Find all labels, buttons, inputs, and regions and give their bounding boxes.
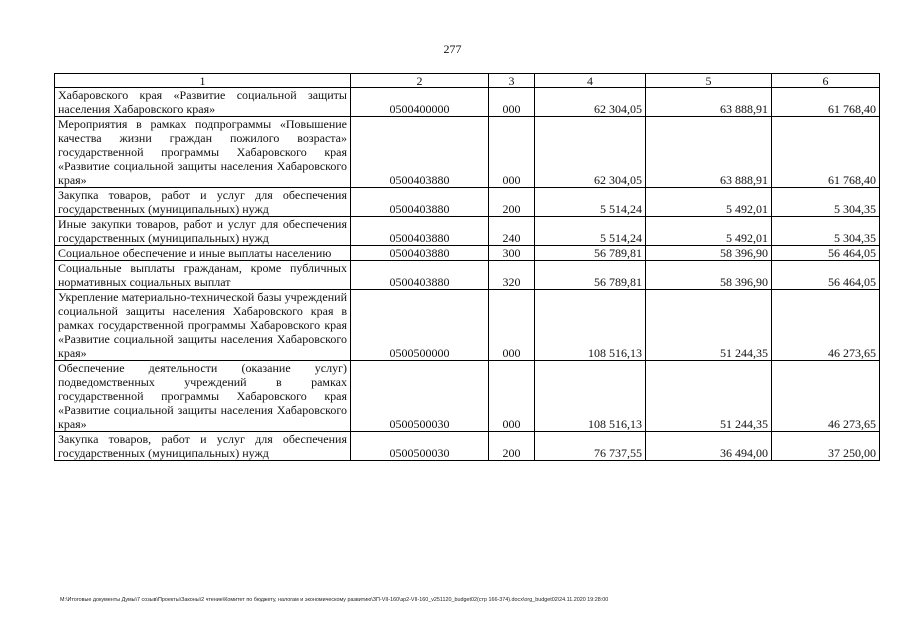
- amount-col4: 56 789,81: [535, 246, 646, 261]
- column-header: 6: [772, 74, 880, 88]
- table-row: [55, 88, 880, 117]
- table-row: [55, 246, 880, 261]
- amount-col6: 46 273,65: [772, 290, 880, 361]
- amount-col6: 56 464,05: [772, 261, 880, 290]
- row-description: Обеспечение деятельности (оказание услуг) подведомственных учреждений в рамках государственной программы Хабаровского края «Развитие социальной защиты населения Хабаровского края»: [55, 361, 351, 432]
- column-header: 1: [55, 74, 351, 88]
- amount-col4: 5 514,24: [535, 217, 646, 246]
- target-article-code: 0500400000: [351, 88, 489, 117]
- row-description: Хабаровского края «Развитие социальной защиты населения Хабаровского края»: [55, 88, 351, 117]
- target-article-code: 0500403880: [351, 117, 489, 188]
- amount-col6: 61 768,40: [772, 88, 880, 117]
- amount-col6: 61 768,40: [772, 117, 880, 188]
- table-row: [55, 290, 880, 361]
- budget-table: [54, 73, 880, 461]
- amount-col6: 37 250,00: [772, 432, 880, 461]
- amount-col4: 108 516,13: [535, 361, 646, 432]
- row-description: Укрепление материально-технической базы учреждений социальной защиты населения Хабаровского края в рамках государственной программы Хабаровского края «Развитие социальной защиты населения Хабаровского края»: [55, 290, 351, 361]
- row-description: Социальные выплаты гражданам, кроме публичных нормативных социальных выплат: [55, 261, 351, 290]
- amount-col5: 63 888,91: [646, 88, 772, 117]
- amount-col6: 5 304,35: [772, 217, 880, 246]
- amount-col5: 58 396,90: [646, 246, 772, 261]
- amount-col5: 63 888,91: [646, 117, 772, 188]
- target-article-code: 0500403880: [351, 246, 489, 261]
- amount-col5: 58 396,90: [646, 261, 772, 290]
- expense-type-code: 000: [489, 117, 535, 188]
- target-article-code: 0500403880: [351, 261, 489, 290]
- row-description: Иные закупки товаров, работ и услуг для обеспечения государственных (муниципальных) нужд: [55, 217, 351, 246]
- amount-col6: 46 273,65: [772, 361, 880, 432]
- target-article-code: 0500403880: [351, 188, 489, 217]
- amount-col6: 5 304,35: [772, 188, 880, 217]
- row-description: Мероприятия в рамках подпрограммы «Повышение качества жизни граждан пожилого возраста» государственной программы Хабаровского края «Развитие социальной защиты населения Хабаровского края»: [55, 117, 351, 188]
- target-article-code: 0500500030: [351, 361, 489, 432]
- expense-type-code: 200: [489, 432, 535, 461]
- amount-col5: 5 492,01: [646, 217, 772, 246]
- table-row: [55, 117, 880, 188]
- amount-col6: 56 464,05: [772, 246, 880, 261]
- target-article-code: 0500500000: [351, 290, 489, 361]
- column-header: 4: [535, 74, 646, 88]
- target-article-code: 0500500030: [351, 432, 489, 461]
- amount-col4: 62 304,05: [535, 88, 646, 117]
- page-number: 277: [443, 42, 462, 56]
- row-description: Социальное обеспечение и иные выплаты населению: [55, 246, 351, 261]
- amount-col4: 5 514,24: [535, 188, 646, 217]
- expense-type-code: 320: [489, 261, 535, 290]
- amount-col5: 5 492,01: [646, 188, 772, 217]
- file-path-footer: М:\Итоговые документы Думы\7 созыв\Проекты\Законы\2 чтение\Комитет по бюджету, налогам и экономическому развитию\ЗП-VII-160\зр2-VII-160_v251120_budget02(стр 166-374).docx\org_budget02\24.11.2020 19:28:00: [60, 597, 609, 603]
- expense-type-code: 240: [489, 217, 535, 246]
- column-header: 5: [646, 74, 772, 88]
- expense-type-code: 200: [489, 188, 535, 217]
- table-row: [55, 217, 880, 246]
- amount-col5: 36 494,00: [646, 432, 772, 461]
- expense-type-code: 000: [489, 88, 535, 117]
- expense-type-code: 000: [489, 290, 535, 361]
- amount-col5: 51 244,35: [646, 290, 772, 361]
- amount-col4: 62 304,05: [535, 117, 646, 188]
- column-header: 2: [351, 74, 489, 88]
- expense-type-code: 000: [489, 361, 535, 432]
- row-description: Закупка товаров, работ и услуг для обеспечения государственных (муниципальных) нужд: [55, 432, 351, 461]
- column-header: 3: [489, 74, 535, 88]
- amount-col4: 56 789,81: [535, 261, 646, 290]
- expense-type-code: 300: [489, 246, 535, 261]
- table-row: [55, 188, 880, 217]
- table-header-row: [55, 74, 880, 88]
- amount-col5: 51 244,35: [646, 361, 772, 432]
- table-row: [55, 261, 880, 290]
- row-description: Закупка товаров, работ и услуг для обеспечения государственных (муниципальных) нужд: [55, 188, 351, 217]
- table-row: [55, 432, 880, 461]
- target-article-code: 0500403880: [351, 217, 489, 246]
- amount-col4: 108 516,13: [535, 290, 646, 361]
- table-row: [55, 361, 880, 432]
- amount-col4: 76 737,55: [535, 432, 646, 461]
